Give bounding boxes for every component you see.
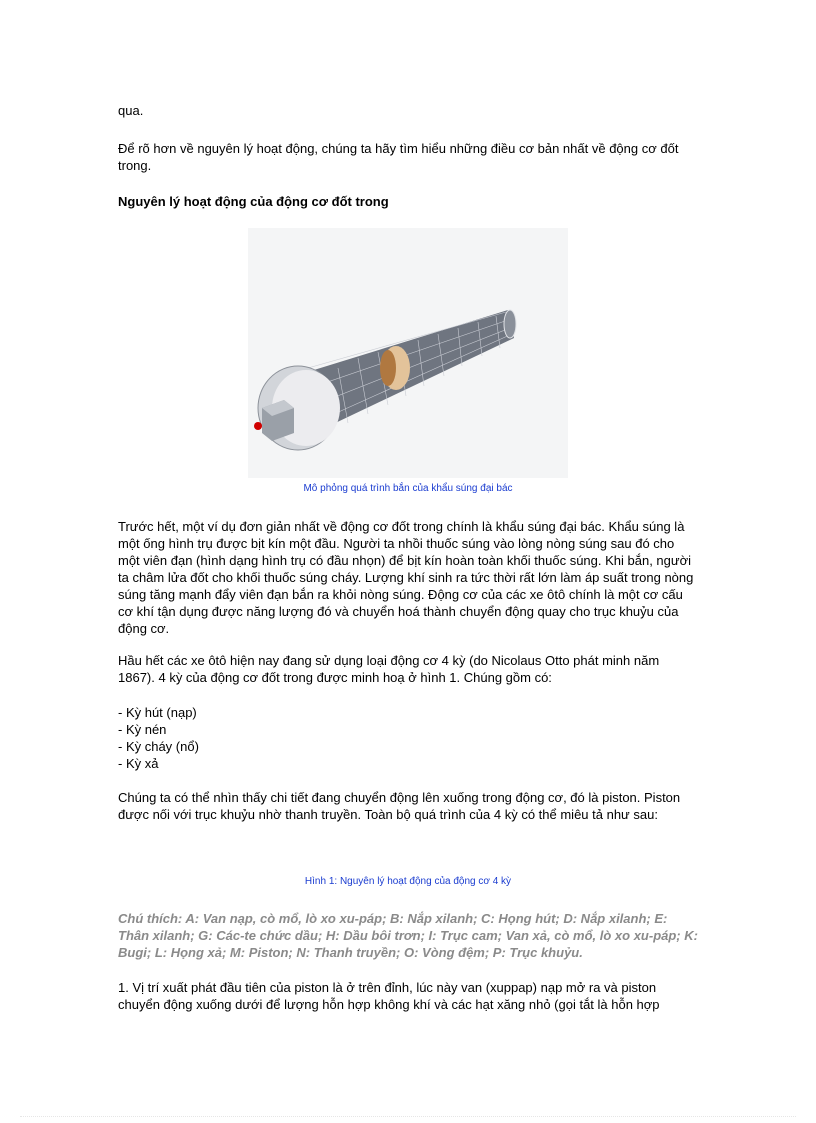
figure1-caption: Hình 1: Nguyên lý hoạt động của động cơ 4 kỳ: [304, 876, 512, 887]
list-item: - Kỳ xả: [118, 756, 159, 771]
figure-caption: Mô phỏng quá trình bắn của khẩu súng đại bác: [303, 483, 513, 494]
cannon-figure: [248, 228, 568, 478]
section-heading: Nguyên lý hoạt động của động cơ đốt trong: [118, 194, 389, 209]
paragraph-step1: 1. Vị trí xuất phát đầu tiên của piston là ở trên đỉnh, lúc này van (xuppap) nạp mở ra và piston chuyển động xuống dưới để lượng hỗn hợp không khí và các hạt xăng nhỏ (gọi tắt là hỗn hợp: [118, 980, 660, 1012]
paragraph-cannon: Trước hết, một ví dụ đơn giản nhất về động cơ đốt trong chính là khẩu súng đại bác. Khẩu súng là một ống hình trụ được bịt kín một đầu. Người ta nhồi thuốc súng vào lòng nòng súng sau đó cho một viên đạn (hình dạng hình trụ có đầu nhọn) để bịt kín hoàn toàn khối thuốc súng. Khi bắn, người ta châm lửa đốt cho khối thuốc súng cháy. Lượng khí sinh ra tức thời rất lớn làm áp suất trong nòng súng tăng mạnh đẩy viên đạn bắn ra khỏi nòng súng. Động cơ của các xe ôtô chính là một cơ cấu cơ khí tận dụng được năng lượng đó và chuyển hoá thành chuyển động quay cho trục khuỷu của động cơ.: [118, 519, 694, 636]
stroke-list: [118, 704, 698, 772]
page-bottom-divider: [20, 1116, 796, 1117]
paragraph-intro: Để rõ hơn về nguyên lý hoạt động, chúng ta hãy tìm hiểu những điều cơ bản nhất về động cơ đốt trong.: [118, 141, 679, 173]
paragraph-qua: qua.: [118, 103, 144, 118]
fuse-spark: [254, 422, 262, 430]
list-item: - Kỳ cháy (nổ): [118, 739, 199, 754]
paragraph-piston: Chúng ta có thể nhìn thấy chi tiết đang chuyển động lên xuống trong động cơ, đó là piston. Piston được nối với trục khuỷu nhờ thanh truyền. Toàn bộ quá trình của 4 kỳ có thể miêu tả như sau:: [118, 790, 681, 822]
list-item: - Kỳ hút (nạp): [118, 705, 197, 720]
legend-text: Chú thích: A: Van nạp, cò mổ, lò xo xu-páp; B: Nắp xilanh; C: Họng hút; D: Nắp xilanh; E: Thân xilanh; G: Các-te chức dầu; H: Dầu bôi trơn; I: Trục cam; Van xả, cò mổ, lò xo xu-páp; K: Bugi; L: Họng xả; M: Piston; N: Thanh truyền; O: Vòng đệm; P: Trục khuỷu.: [118, 911, 698, 960]
paragraph-four-stroke: Hầu hết các xe ôtô hiện nay đang sử dụng loại động cơ 4 kỳ (do Nicolaus Otto phát minh năm 1867). 4 kỳ của động cơ đốt trong được minh hoạ ở hình 1. Chúng gồm có:: [118, 653, 660, 685]
list-item: - Kỳ nén: [118, 722, 167, 737]
cannon-illustration: [248, 228, 568, 478]
